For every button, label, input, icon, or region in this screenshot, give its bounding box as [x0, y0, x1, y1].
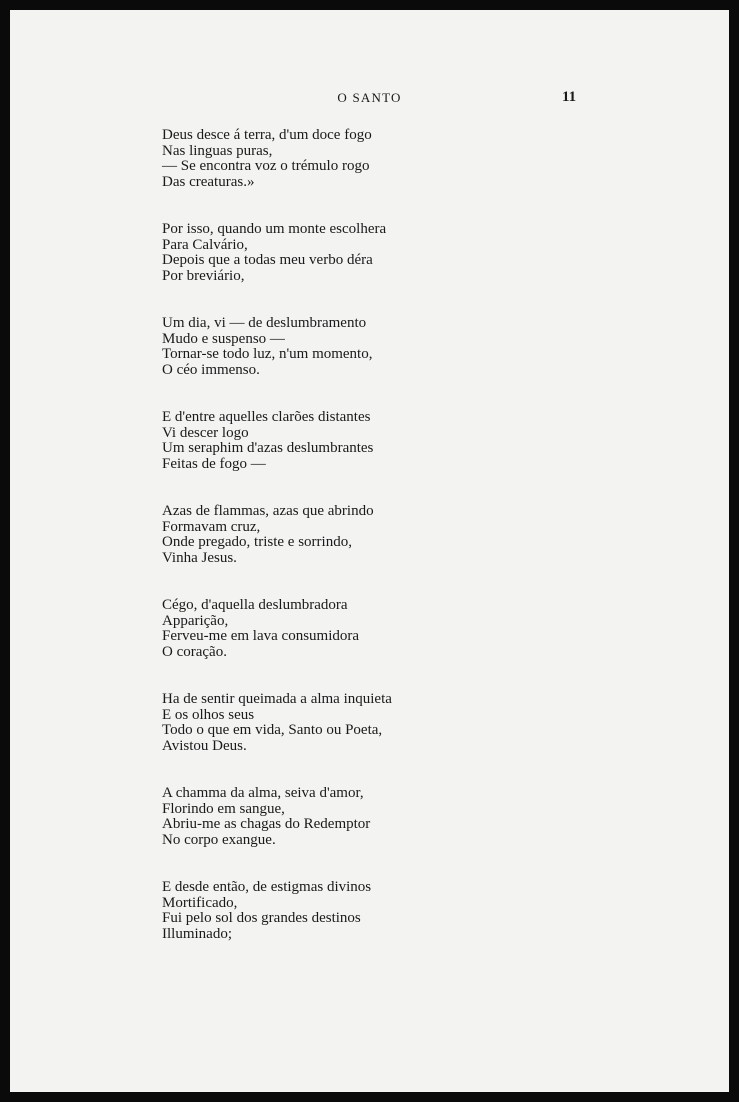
poem-body	[162, 128, 582, 974]
poem-line: — Se encontra voz o trémulo rogo	[162, 158, 370, 174]
poem-line: Vi descer logo	[162, 424, 249, 441]
poem-line: Onde pregado, triste e sorrindo,	[162, 534, 352, 550]
stanza-2	[162, 222, 582, 284]
poem-line: Feitas de fogo —	[162, 455, 266, 472]
stanza-7	[162, 692, 582, 754]
poem-line: Azas de flammas, azas que abrindo	[162, 503, 374, 519]
poem-line: Por breviário,	[162, 267, 245, 284]
poem-line: Avistou Deus.	[162, 737, 247, 754]
stanza-8	[162, 786, 582, 848]
poem-line: Por isso, quando um monte escolhera	[162, 221, 387, 237]
poem-line: O céo immenso.	[162, 361, 260, 378]
poem-line: Abriu-me as chagas do Redemptor	[162, 816, 371, 832]
poem-line: Ha de sentir queimada a alma inquieta	[162, 691, 392, 707]
stanza-9	[162, 880, 582, 942]
poem-line: E os olhos seus	[162, 706, 255, 723]
poem-line: Mudo e suspenso —	[162, 330, 285, 347]
poem-line: Cégo, d'aquella deslumbradora	[162, 597, 348, 613]
poem-line: Deus desce á terra, d'um doce fogo	[162, 127, 372, 143]
poem-line: E d'entre aquelles clarões distantes	[162, 409, 371, 425]
running-head	[10, 90, 729, 110]
poem-line: O coração.	[162, 643, 227, 660]
poem-line: Nas linguas puras,	[162, 142, 273, 159]
poem-line: Ferveu-me em lava consumidora	[162, 628, 360, 644]
poem-line: No corpo exangue.	[162, 831, 276, 848]
stanza-3	[162, 316, 582, 378]
poem-line: Florindo em sangue,	[162, 800, 285, 817]
poem-line: Todo o que em vida, Santo ou Poeta,	[162, 722, 383, 738]
stanza-4	[162, 410, 582, 472]
poem-line: Para Calvário,	[162, 236, 248, 253]
book-page	[10, 10, 729, 1092]
poem-line: A chamma da alma, seiva d'amor,	[162, 785, 364, 801]
poem-line: Vinha Jesus.	[162, 549, 237, 566]
poem-line: Das creaturas.»	[162, 173, 255, 190]
stanza-5	[162, 504, 582, 566]
page-number: 11	[562, 89, 577, 105]
poem-line: E desde então, de estigmas divinos	[162, 879, 372, 895]
poem-line: Mortificado,	[162, 894, 238, 911]
poem-line: Fui pelo sol dos grandes destinos	[162, 910, 361, 926]
poem-line: Tornar-se todo luz, n'um momento,	[162, 346, 373, 362]
stanza-6	[162, 598, 582, 660]
poem-line: Um seraphim d'azas deslumbrantes	[162, 440, 374, 456]
poem-line: Um dia, vi — de deslumbramento	[162, 315, 367, 331]
stanza-1	[162, 128, 582, 190]
poem-line: Depois que a todas meu verbo déra	[162, 252, 373, 268]
running-head-title: O SANTO	[337, 90, 402, 105]
poem-line: Illuminado;	[162, 925, 232, 942]
poem-line: Formavam cruz,	[162, 518, 261, 535]
poem-line: Apparição,	[162, 612, 229, 629]
